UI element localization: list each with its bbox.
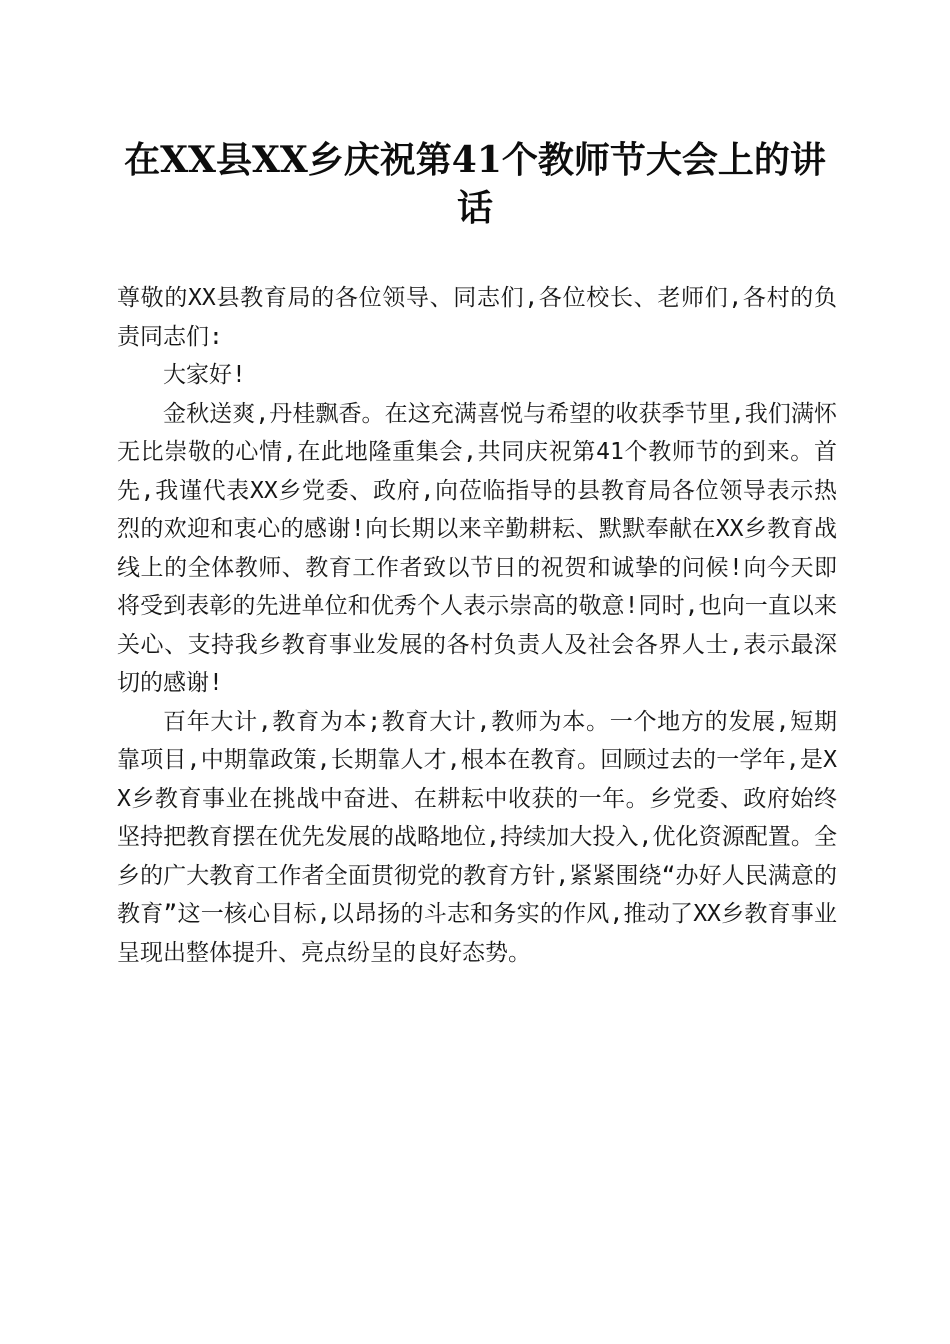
document-title: 在XX县XX乡庆祝第41个教师节大会上的讲话 [124, 139, 826, 229]
body-paragraph: 金秋送爽,丹桂飘香。在这充满喜悦与希望的收获季节里,我们满怀无比崇敬的心情,在此地隆重集会,共同庆祝第41个教师节的到来。首先,我谨代表XX乡党委、政府,向莅临指导的县教育局各位领导表示热烈的欢迎和衷心的感谢!向长期以来辛勤耕耘、默默奉献在XX乡教育战线上的全体教师、教育工作者致以节日的祝贺和诚挚的问候!向今天即将受到表彰的先进单位和优秀个人表示崇高的敬意!同时,也向一直以来关心、支持我乡教育事业发展的各村负责人及社会各界人士,表示最深切的感谢! [117, 400, 837, 696]
salutation: 尊敬的XX县教育局的各位领导、同志们,各位校长、老师们,各村的负责同志们: [117, 285, 837, 350]
document-body [117, 279, 837, 972]
body-paragraph: 百年大计,教育为本;教育大计,教师为本。一个地方的发展,短期靠项目,中期靠政策,长期靠人才,根本在教育。回顾过去的一学年,是XX乡教育事业在挑战中奋进、在耕耘中收获的一年。乡党委、政府始终坚持把教育摆在优先发展的战略地位,持续加大投入,优化资源配置。全乡的广大教育工作者全面贯彻党的教育方针,紧紧围绕“办好人民满意的教育”这一核心目标,以昂扬的斗志和务实的作风,推动了XX乡教育事业呈现出整体提升、亮点纷呈的良好态势。 [117, 708, 837, 966]
greeting-paragraph: 大家好! [163, 362, 246, 388]
